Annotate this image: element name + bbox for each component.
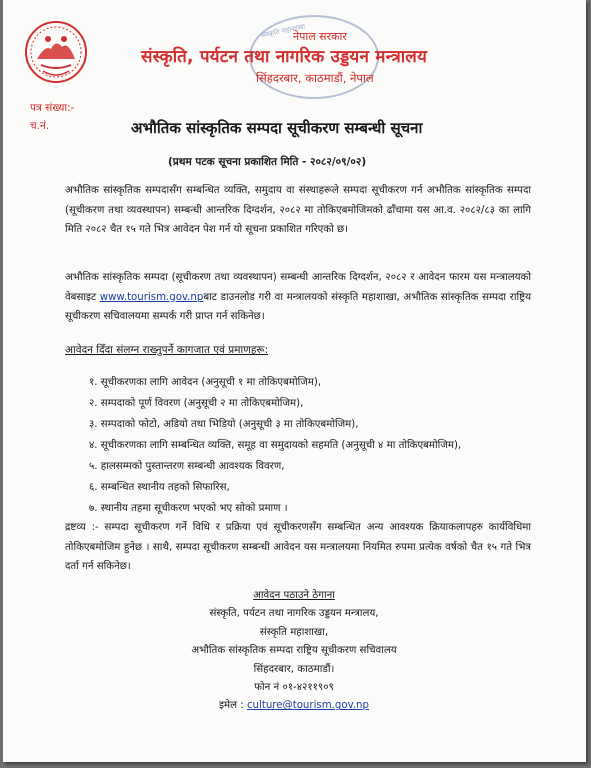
list-item: ४. सूचीकरणका लागि सम्बन्धित व्यक्ति, समूह वा समुदायको सहमति (अनुसूची ४ मा तोकिएबमोजिम), bbox=[89, 440, 462, 451]
list-item: ५. हालसम्मको पुस्तान्तरण सम्बन्धी आवश्यक विवरण, bbox=[89, 461, 285, 472]
list-item: १. सूचीकरणका लागि आवेदन (अनुसूची १ मा तोकिएबमोजिम), bbox=[89, 377, 322, 388]
paragraph-text: बाट डाउनलोड गरी वा मन्त्रालयको संस्कृति महाशाखा, अभौतिक सांस्कृतिक सम्पदा राष्ट्रिय सूचीकरण सचिवालयमा सम्पर्क गरी प्राप्त गर्न सकिनेछ। bbox=[65, 291, 531, 322]
document-page bbox=[3, 0, 586, 762]
letterhead-ministry: संस्कृति, पर्यटन तथा नागरिक उड्डयन मन्त्रालय bbox=[141, 47, 428, 67]
notice-title: अभौतिक सांस्कृतिक सम्पदा सूचीकरण सम्बन्धी सूचना bbox=[131, 119, 423, 137]
letterhead-location: सिंहदरबार, काठमाडौं, नेपाल bbox=[256, 71, 374, 85]
required-documents-list bbox=[89, 372, 461, 519]
address-line: सिंहदरबार, काठमाडौं। bbox=[253, 663, 335, 675]
address-heading: आवेदन पठाउने ठेगाना bbox=[253, 590, 335, 601]
address-line: संस्कृति महाशाखा, bbox=[259, 626, 329, 638]
reference-number-label: पत्र संख्या:- bbox=[30, 102, 75, 114]
stamp-text: संस्कृति महाशाखा bbox=[260, 22, 306, 40]
list-item: ६. सम्बन्धित स्थानीय तहको सिफारिस, bbox=[89, 482, 230, 493]
paragraph-form-availability bbox=[65, 268, 531, 327]
letterhead-government: नेपाल सरकार bbox=[293, 30, 347, 43]
paragraph-application-call: अभौतिक सांस्कृतिक सम्पदासँग सम्बन्धित व्यक्ति, समुदाय वा संस्थाहरूले सम्पदा सूचीकरण गर्न अभौतिक सांस्कृतिक सम्पदा (सूचीकरण तथा व्यवस्थापन) सम्बन्धी आन्तरिक दिग्दर्शन, २०८२ मा तोकिएबमोजिमको ढाँचामा यस आ.व. २०८२/८३ का लागि मिति २०८२ चैत १५ गते भित्र आवेदन पेश गर्न यो सूचना प्रकाशित गरिएको छ। bbox=[65, 185, 531, 235]
paragraph-text: अभौतिक सांस्कृतिक सम्पदा (सूचीकरण तथा व्यवस्थापन) सम्बन्धी आन्तरिक दिग्दर्शन, २०८२ र आवेदन फारम यस मन्त्रालयको वेबसाइट bbox=[65, 272, 531, 303]
paragraph-note: द्रष्टव्य :- सम्पदा सूचीकरण गर्ने विधि र प्रक्रिया एवं सूचीकरणसँग सम्बन्धित अन्य आवश्यक क्रियाकलापहरु कार्यविधिमा तोकिएबमोजिम हुनेछ । साथै, सम्पदा सूचीकरण सम्बन्धी आवेदन यस मन्त्रालयमा नियमित रुपमा प्रत्येक वर्षको चैत १५ गते भित्र दर्ता गर्न सकिनेछ। bbox=[65, 522, 531, 572]
documents-heading: आवेदन दिँदा संलग्न राख्नुपर्ने कागजात एवं प्रमाणहरू: bbox=[65, 344, 269, 356]
list-item: ७. स्थानीय तहमा सूचीकरण भएको भए सोको प्रमाण । bbox=[89, 503, 288, 514]
nepal-government-emblem-icon bbox=[23, 19, 89, 85]
list-item: ३. सम्पदाको फोटो, अडियो तथा भिडियो (अनुसूची ३ मा तोकिएबमोजिम), bbox=[89, 419, 359, 430]
phone-number: फोन नं ०१-४२११९०९ bbox=[254, 681, 334, 693]
address-line: संस्कृति, पर्यटन तथा नागरिक उड्डयन मन्त्रालय, bbox=[209, 608, 379, 620]
address-line: अभौतिक सांस्कृतिक सम्पदा राष्ट्रिय सूचीकरण सचिवालय bbox=[191, 645, 397, 657]
email-link[interactable]: culture@tourism.gov.np bbox=[246, 700, 369, 712]
application-address-block bbox=[153, 587, 435, 716]
email-line bbox=[153, 697, 435, 715]
website-link[interactable]: www.tourism.gov.np bbox=[99, 291, 204, 303]
dispatch-number-label: च.नं. bbox=[30, 120, 50, 132]
publication-date: (प्रथम पटक सूचना प्रकाशित मिति - २०८२/०९/०२) bbox=[168, 156, 367, 168]
list-item: २. सम्पदाको पूर्ण विवरण (अनुसूची २ मा तोकिएबमोजिम), bbox=[89, 398, 304, 409]
email-label: इमेल : bbox=[219, 700, 247, 712]
